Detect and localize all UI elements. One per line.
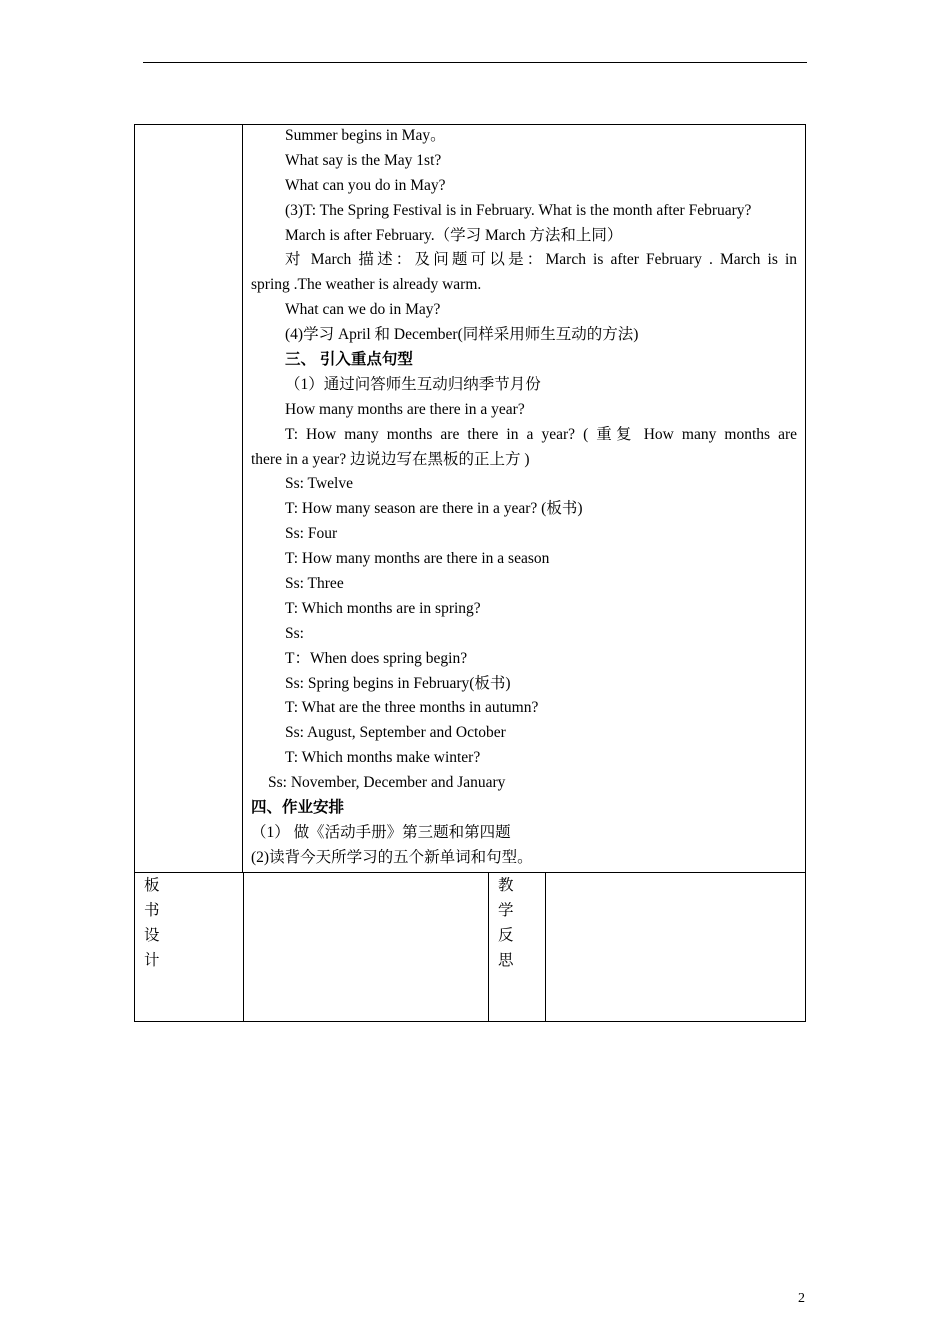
- lesson-line: T: How many months are there in a year? ( 重复 How many months are: [285, 425, 797, 443]
- lesson-line: there in a year? 边说边写在黑板的正上方 ): [251, 450, 530, 468]
- table-divider: [545, 872, 546, 1022]
- lesson-line: Ss: November, December and January: [268, 774, 506, 792]
- table-divider: [243, 872, 244, 1022]
- board-design-label: [144, 873, 164, 973]
- section-heading: 四、作业安排: [251, 799, 345, 817]
- lesson-line: What can we do in May?: [285, 301, 441, 319]
- lesson-line: T: Which months are in spring?: [285, 599, 481, 617]
- lesson-line: What say is the May 1st?: [285, 151, 442, 169]
- header-rule: [143, 62, 807, 63]
- lesson-line: Ss: Spring begins in February(板书): [285, 674, 511, 692]
- lesson-line: T: Which months make winter?: [285, 749, 481, 767]
- lesson-line: How many months are there in a year?: [285, 400, 525, 418]
- reflection-label: [498, 873, 518, 973]
- lesson-line: spring .The weather is already warm.: [251, 276, 482, 294]
- lesson-line: (2)读背今天所学习的五个新单词和句型。: [251, 848, 533, 866]
- lesson-line: （1）通过问答师生互动归纳季节月份: [285, 375, 541, 393]
- label-char: 思: [498, 952, 514, 969]
- lesson-line: Ss: Three: [285, 575, 344, 593]
- label-char: 学: [498, 902, 514, 919]
- label-char: 教: [498, 877, 514, 894]
- table-divider: [488, 872, 489, 1022]
- lesson-line: Ss:: [285, 624, 304, 642]
- lesson-line: Ss: Twelve: [285, 475, 353, 493]
- lesson-line: Summer begins in May。: [285, 127, 446, 144]
- lesson-line: What can you do in May?: [285, 176, 446, 194]
- lesson-line: 对 March 描述：及问题可以是：March is after February . March is in: [285, 251, 797, 269]
- lesson-line: T：When does spring begin?: [285, 649, 468, 667]
- label-char: 反: [498, 927, 514, 944]
- lesson-line: (4)学习 April 和 December(同样采用师生互动的方法): [285, 326, 639, 344]
- label-char: 设: [144, 927, 160, 944]
- lesson-line: Ss: Four: [285, 525, 338, 543]
- label-char: 书: [144, 902, 160, 919]
- lesson-line: T: How many months are there in a season: [285, 550, 550, 568]
- lesson-line: T: How many season are there in a year? (板书): [285, 500, 583, 518]
- lesson-content: [251, 124, 797, 871]
- lesson-line: （1） 做《活动手册》第三题和第四题: [251, 823, 511, 841]
- label-char: 计: [144, 952, 160, 969]
- label-char: 板: [144, 877, 160, 894]
- lesson-line: March is after February.（学习 March 方法和上同）: [285, 226, 623, 244]
- page-number: 2: [798, 1291, 805, 1306]
- lesson-line: Ss: August, September and October: [285, 724, 506, 742]
- section-heading: 三、 引入重点句型: [285, 351, 413, 369]
- lesson-line: T: What are the three months in autumn?: [285, 699, 539, 717]
- table-divider: [134, 872, 806, 873]
- table-divider: [242, 124, 243, 872]
- lesson-line: (3)T: The Spring Festival is in February. What is the month after February?: [285, 201, 752, 219]
